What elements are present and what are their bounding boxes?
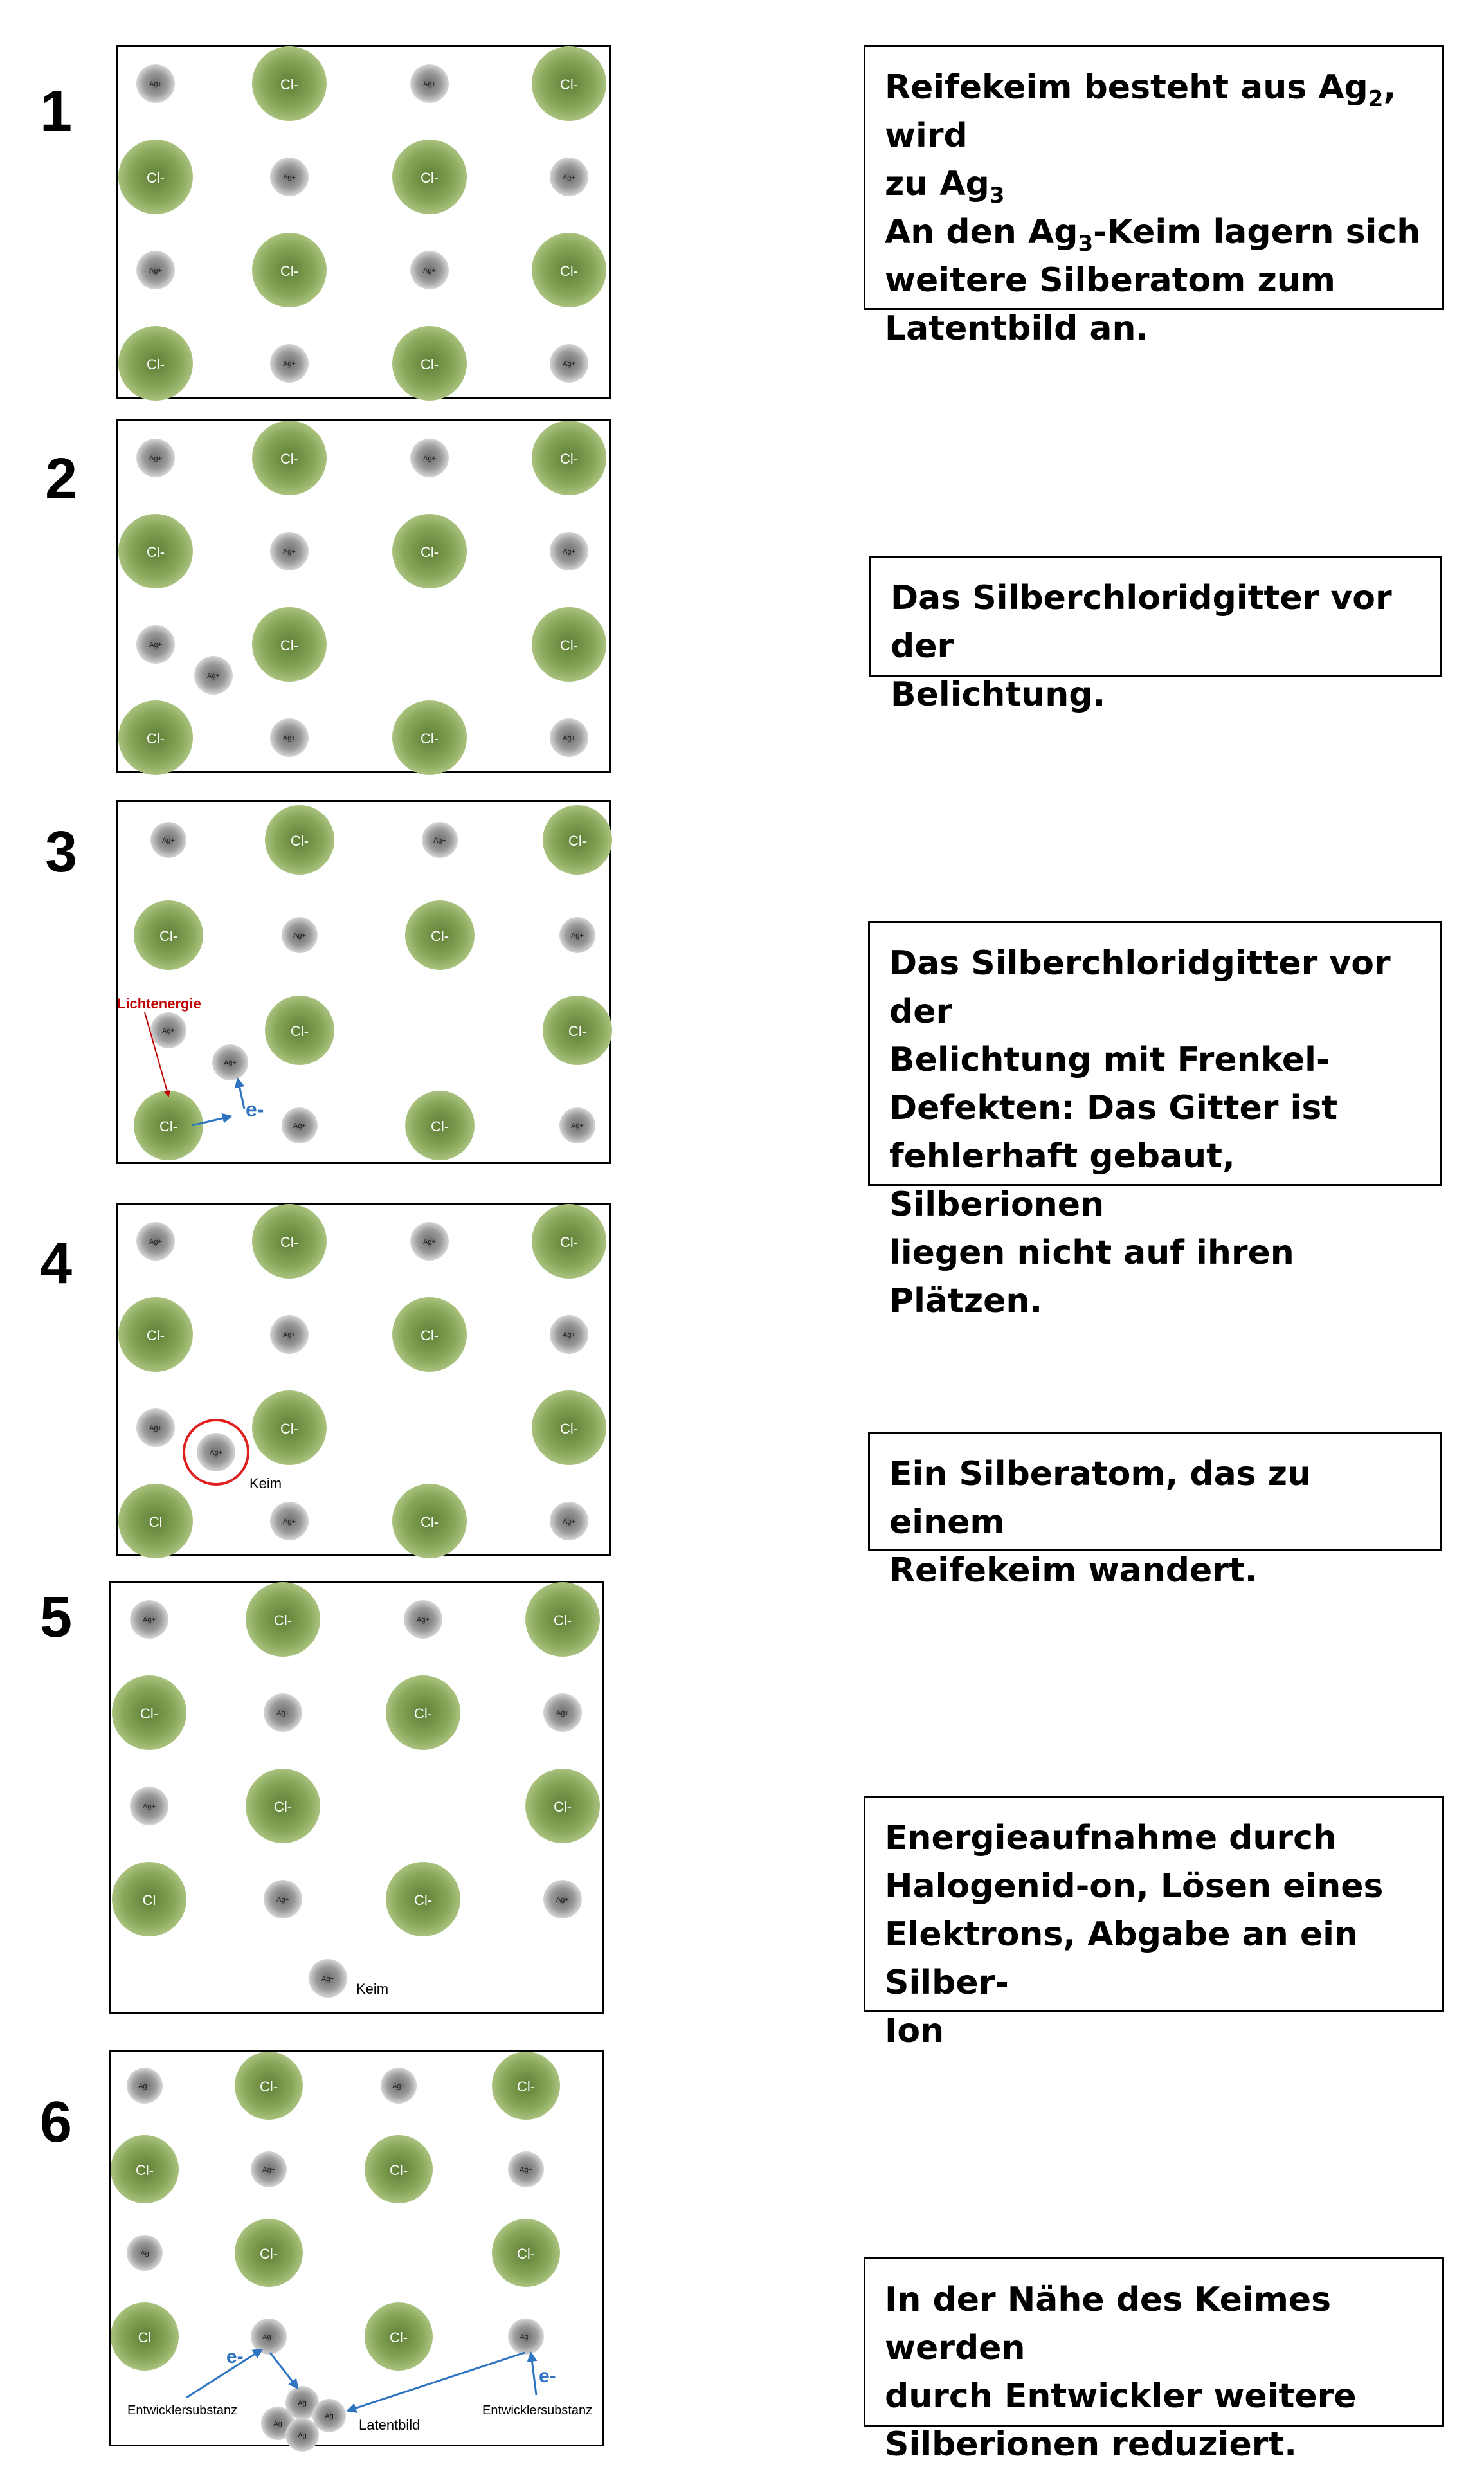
step-number-1: 1	[40, 79, 73, 143]
chloride-ion	[392, 1297, 467, 1372]
chloride-label: Cl-	[516, 2246, 536, 2262]
silver-label: Ag+	[423, 455, 436, 462]
silver-label: Ag+	[293, 1122, 306, 1130]
chloride-ion	[392, 514, 467, 588]
silver-label: Ag+	[563, 548, 575, 556]
chloride-ion	[525, 1582, 600, 1657]
chloride-label: Cl-	[420, 170, 439, 186]
chloride-ion	[112, 1862, 186, 1936]
silver-ion	[550, 1315, 588, 1354]
chloride-label: Cl-	[280, 451, 299, 467]
chloride-label: Cl-	[146, 544, 165, 560]
silver-ion	[550, 718, 588, 757]
silver-label: Ag+	[149, 455, 162, 462]
chloride-label: Cl-	[420, 356, 439, 372]
silver-ion	[550, 532, 588, 570]
silver-ion	[508, 2151, 544, 2187]
lichtenergie-label: Lichtenergie	[117, 996, 201, 1012]
chloride-ion	[246, 1582, 320, 1657]
caption-1-line-3-end: -Keim lagern sich	[1093, 213, 1421, 251]
chloride-ion	[392, 1484, 467, 1558]
chloride-label: Cl-	[420, 1327, 439, 1344]
caption-step-1	[864, 45, 1444, 348]
chloride-ion	[532, 1390, 606, 1465]
silver-ion	[127, 2068, 163, 2104]
entwicklersubstanz-label-right: Entwicklersubstanz	[482, 2403, 593, 2418]
silver-label: Ag+	[563, 734, 575, 742]
silver-label: Ag+	[563, 1518, 575, 1526]
silver-ion	[130, 1787, 168, 1825]
chloride-label: Cl-	[280, 1234, 299, 1250]
chloride-label: Cl-	[280, 637, 299, 653]
chloride-label: Cl-	[146, 731, 165, 747]
chloride-ion	[543, 805, 612, 875]
silver-ion	[550, 1502, 588, 1540]
chloride-label: Cl-	[559, 77, 579, 93]
latentbild-label: Latentbild	[359, 2417, 421, 2433]
caption-3-line-3: Defekten: Das Gitter ist	[889, 1089, 1338, 1127]
chloride-ion	[118, 514, 193, 588]
silver-ion	[197, 1433, 235, 1471]
silver-ion	[136, 625, 175, 664]
chloride-ion	[252, 46, 327, 121]
silver-label: Ag+	[143, 1616, 156, 1624]
silver-label: Ag+	[423, 267, 436, 275]
chloride-ion	[252, 607, 327, 682]
step-number-4: 4	[40, 1232, 73, 1296]
silver-label: Ag	[325, 2412, 334, 2420]
caption-5-line-2: Halogenid-on, Lösen eines	[885, 1867, 1384, 1906]
lattice-panel-2	[116, 419, 611, 773]
silver-ion	[127, 2235, 163, 2271]
caption-6-line-2: durch Entwickler weitere	[885, 2377, 1357, 2416]
chloride-ion	[365, 2135, 433, 2203]
silver-label: Ag+	[138, 2082, 151, 2090]
silver-label: Ag+	[571, 1122, 584, 1130]
silver-label: Ag+	[321, 1975, 334, 1983]
caption-3-line-4: fehlerhaft gebaut, Silberionen	[889, 1137, 1235, 1224]
silver-ion	[550, 344, 588, 383]
silver-label: Ag+	[207, 672, 220, 680]
chloride-ion	[365, 2302, 433, 2371]
caption-1-line-1: Reifekeim besteht aus Ag	[885, 68, 1368, 107]
silver-ion	[270, 1502, 309, 1540]
silver-ion	[212, 1044, 248, 1080]
silver-ion	[559, 1107, 595, 1143]
chloride-label: Cl-	[146, 170, 165, 186]
chloride-ion	[405, 900, 475, 970]
chloride-label: Cl-	[553, 1799, 572, 1815]
chloride-label: Cl-	[273, 1612, 293, 1628]
silver-ion	[251, 2319, 287, 2355]
chloride-label: Cl	[149, 1514, 163, 1530]
chloride-label: Cl-	[259, 2079, 278, 2095]
keim-label: Keim	[356, 1981, 389, 1997]
lattice-panel-3	[116, 800, 611, 1164]
silver-label: Ag+	[556, 1709, 569, 1717]
silver-ion	[136, 1408, 175, 1447]
silver-ion	[508, 2319, 544, 2355]
entwicklersubstanz-label-left: Entwicklersubstanz	[127, 2403, 238, 2418]
chloride-ion	[405, 1091, 475, 1160]
silver-label: Ag+	[392, 2082, 405, 2090]
chloride-label: Cl-	[280, 77, 299, 93]
silver-ion	[150, 822, 186, 858]
chloride-ion	[532, 607, 606, 682]
caption-step-3	[868, 921, 1442, 1320]
silver-ion	[282, 1107, 318, 1143]
silver-label: Ag+	[276, 1896, 289, 1904]
silver-ion	[130, 1600, 168, 1639]
caption-step-2	[869, 556, 1442, 714]
caption-6-line-1: In der Nähe des Keimes werden	[885, 2281, 1332, 2367]
chloride-ion	[252, 421, 327, 495]
silver-label: Ag+	[149, 1425, 162, 1432]
chloride-ion	[235, 2219, 303, 2287]
silver-ion	[543, 1693, 582, 1732]
chloride-ion	[265, 996, 334, 1065]
chloride-ion	[252, 233, 327, 307]
chloride-label: Cl-	[140, 1706, 159, 1722]
caption-5-line-1: Energieaufnahme durch	[885, 1819, 1337, 1857]
caption-step-5	[864, 1796, 1444, 2050]
chloride-ion	[118, 1297, 193, 1372]
silver-ion	[150, 1012, 186, 1048]
silver-ion	[285, 2418, 319, 2452]
chloride-label: Cl-	[559, 637, 579, 653]
silver-label: Ag+	[262, 2166, 275, 2174]
silver-label: Ag+	[149, 641, 162, 649]
silver-ion	[270, 532, 309, 570]
chloride-ion	[386, 1862, 460, 1936]
silver-label: Ag+	[149, 1238, 162, 1246]
silver-ion	[264, 1880, 302, 1918]
chloride-ion	[118, 140, 193, 214]
chloride-label: Cl-	[389, 2162, 408, 2178]
silver-label: Ag+	[149, 267, 162, 275]
electron-label-right: e-	[539, 2365, 556, 2387]
caption-step-6	[864, 2257, 1444, 2464]
caption-1-sub-3: 3	[1078, 231, 1094, 257]
step-number-3: 3	[45, 820, 78, 884]
chloride-ion	[118, 1484, 193, 1558]
silver-ion	[410, 1222, 449, 1261]
silver-ion	[270, 718, 309, 757]
chloride-label: Cl-	[413, 1706, 433, 1722]
silver-label: Ag+	[143, 1803, 156, 1810]
lattice-panel-5	[109, 1581, 604, 2014]
chloride-ion	[265, 805, 334, 875]
chloride-ion	[111, 2302, 179, 2371]
chloride-ion	[118, 326, 193, 401]
silver-ion	[264, 1693, 302, 1732]
silver-label: Ag	[298, 2432, 307, 2439]
silver-label: Ag	[298, 2400, 307, 2407]
chloride-label: Cl-	[146, 356, 165, 372]
chloride-ion	[525, 1769, 600, 1843]
chloride-ion	[532, 233, 606, 307]
silver-ion	[381, 2068, 417, 2104]
chloride-label: Cl-	[146, 1327, 165, 1344]
chloride-label: Cl-	[559, 263, 579, 279]
silver-ion	[136, 64, 175, 103]
silver-label: Ag+	[283, 734, 296, 742]
silver-label: Ag+	[423, 80, 436, 88]
chloride-label: Cl-	[420, 1514, 439, 1530]
caption-1-sub-1: 2	[1368, 86, 1384, 112]
caption-2-line-2: Belichtung.	[891, 675, 1106, 714]
silver-label: Ag+	[210, 1449, 222, 1457]
silver-ion	[270, 1315, 309, 1354]
chloride-ion	[532, 421, 606, 495]
silver-ion	[251, 2151, 287, 2187]
silver-label: Ag+	[283, 1518, 296, 1526]
caption-6-line-3: Silberionen reduziert.	[885, 2425, 1297, 2464]
chloride-label: Cl-	[516, 2079, 536, 2095]
silver-label: Ag+	[283, 1331, 296, 1339]
caption-4-line-1: Ein Silberatom, das zu einem	[889, 1455, 1312, 1542]
silver-label: Ag+	[162, 837, 175, 844]
electron-label: e-	[246, 1098, 264, 1121]
silver-ion	[410, 64, 449, 103]
chloride-label: Cl-	[280, 263, 299, 279]
silver-ion	[550, 158, 588, 196]
silver-label: Ag+	[520, 2166, 532, 2174]
lattice-panel-6	[109, 2050, 604, 2446]
silver-ion	[136, 251, 175, 289]
silver-ion	[270, 158, 309, 196]
silver-ion	[422, 822, 458, 858]
silver-label: Ag+	[571, 932, 584, 940]
chloride-ion	[386, 1675, 460, 1750]
chloride-ion	[492, 2052, 560, 2120]
silver-label: Ag+	[283, 174, 296, 181]
chloride-label: Cl-	[559, 1234, 579, 1250]
lattice-panel-1	[116, 45, 611, 399]
silver-label: Ag+	[423, 1238, 436, 1246]
silver-label: Ag	[273, 2420, 282, 2428]
silver-label: Ag+	[563, 360, 575, 368]
electron-label-left: e-	[226, 2346, 244, 2367]
chloride-ion	[532, 46, 606, 121]
silver-label: Ag+	[162, 1027, 175, 1035]
caption-1-line-2: zu Ag	[885, 165, 990, 203]
silver-label: Ag+	[276, 1709, 289, 1717]
caption-2-line-1: Das Silberchloridgitter vor der	[891, 579, 1392, 666]
chloride-ion	[111, 2135, 179, 2203]
silver-label: Ag+	[417, 1616, 430, 1624]
silver-label: Ag+	[224, 1059, 237, 1067]
silver-label: Ag+	[283, 360, 296, 368]
caption-1-line-3: An den Ag	[885, 213, 1078, 251]
chloride-label: Cl	[142, 1892, 156, 1908]
caption-1-sub-2: 3	[989, 183, 1005, 208]
silver-ion	[559, 917, 595, 953]
silver-ion	[404, 1600, 442, 1639]
chloride-ion	[392, 140, 467, 214]
chloride-ion	[492, 2219, 560, 2287]
chloride-label: Cl-	[430, 1118, 449, 1134]
silver-label: Ag+	[556, 1896, 569, 1904]
silver-label: Ag+	[283, 548, 296, 556]
chloride-label: Cl-	[290, 1023, 309, 1039]
chloride-ion	[134, 900, 203, 970]
chloride-label: Cl-	[568, 1023, 587, 1039]
chloride-ion	[543, 996, 612, 1065]
chloride-label: Cl-	[273, 1799, 293, 1815]
chloride-ion	[392, 326, 467, 401]
caption-5-line-3: Elektrons, Abgabe an ein Silber-	[885, 1915, 1358, 2002]
silver-ion	[543, 1880, 582, 1918]
chloride-label: Cl-	[420, 731, 439, 747]
step-number-5: 5	[40, 1585, 73, 1650]
step-number-6: 6	[40, 2090, 73, 2155]
chloride-label: Cl-	[259, 2246, 278, 2262]
chloride-ion	[246, 1769, 320, 1843]
silver-ion	[194, 656, 233, 695]
caption-3-line-2: Belichtung mit Frenkel-	[889, 1041, 1330, 1079]
step-number-2: 2	[45, 447, 78, 511]
chloride-ion	[112, 1675, 186, 1750]
silver-label: Ag+	[563, 1331, 575, 1339]
silver-label: Ag+	[520, 2333, 532, 2341]
chloride-ion	[235, 2052, 303, 2120]
caption-3-line-1: Das Silberchloridgitter vor der	[889, 944, 1391, 1031]
chloride-label: Cl-	[159, 928, 178, 944]
caption-1-line-5: Latentbild an.	[885, 309, 1149, 348]
chloride-ion	[392, 700, 467, 775]
silver-ion	[136, 1222, 175, 1261]
chloride-ion	[532, 1204, 606, 1279]
chloride-label: Cl-	[135, 2162, 154, 2178]
silver-ion	[282, 917, 318, 953]
caption-1-line-4: weitere Silberatom zum	[885, 261, 1335, 300]
silver-label: Ag+	[293, 932, 306, 940]
chloride-ion	[252, 1204, 327, 1279]
chloride-label: Cl-	[413, 1892, 433, 1908]
chloride-label: Cl-	[389, 2329, 408, 2346]
silver-label: Ag	[140, 2250, 149, 2257]
silver-ion	[410, 439, 449, 477]
silver-ion	[410, 251, 449, 289]
chloride-label: Cl-	[290, 833, 309, 849]
silver-label: Ag+	[563, 174, 575, 181]
chloride-label: Cl-	[420, 544, 439, 560]
silver-ion	[312, 2399, 346, 2432]
caption-4-line-2: Reifekeim wandert.	[889, 1551, 1258, 1590]
chloride-label: Cl	[138, 2329, 152, 2346]
silver-label: Ag+	[262, 2333, 275, 2341]
silver-label: Ag+	[149, 80, 162, 88]
silver-label: Ag+	[433, 837, 446, 844]
chloride-label: Cl-	[430, 928, 449, 944]
caption-5-line-4: Ion	[885, 2012, 945, 2050]
keim-label: Keim	[249, 1475, 282, 1491]
silver-ion	[136, 439, 175, 477]
caption-1-line-1-end: , wird	[885, 68, 1397, 155]
chloride-label: Cl-	[159, 1118, 178, 1134]
chloride-ion	[118, 700, 193, 775]
chloride-label: Cl-	[280, 1421, 299, 1437]
chloride-ion	[252, 1390, 327, 1465]
chloride-label: Cl-	[559, 1421, 579, 1437]
chloride-label: Cl-	[553, 1612, 572, 1628]
caption-3-line-5: liegen nicht auf ihren Plätzen.	[889, 1234, 1294, 1320]
silver-ion	[270, 344, 309, 383]
chloride-label: Cl-	[568, 833, 587, 849]
chloride-label: Cl-	[559, 451, 579, 467]
silver-ion	[309, 1959, 347, 1998]
caption-step-4	[868, 1432, 1442, 1590]
lattice-panel-4	[116, 1203, 611, 1556]
